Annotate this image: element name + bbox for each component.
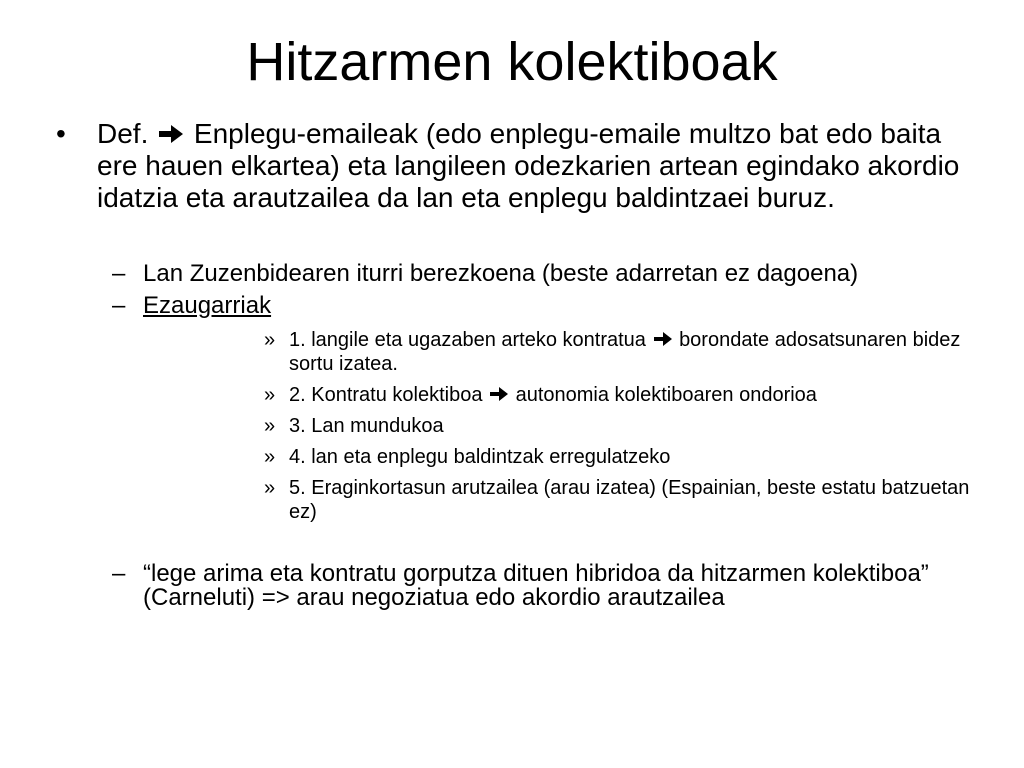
sub-item-quote bbox=[112, 562, 1002, 610]
raquo-marker: » bbox=[264, 329, 276, 351]
feature-item-2 bbox=[264, 383, 979, 407]
feature-item-3 bbox=[264, 414, 979, 438]
feature-text: 3. Lan mundukoa bbox=[289, 415, 444, 437]
slide-title: Hitzarmen kolektiboak bbox=[246, 32, 778, 92]
sub-item-text: “lege arima eta kontratu gorputza dituen hibridoa da hitzarmen kolektiboa” (Carneluti) => arau negoziatua edo akordio arautzailea bbox=[143, 560, 929, 611]
definition-text: Enplegu-emaileak (edo enplegu-emaile multzo bat edo baita ere hauen elkartea) eta langileen odezkarien artean egindako akordio idatzia eta arautzailea da lan eta enplegu baldintzaei buruz. bbox=[97, 118, 960, 213]
sub-item-text bbox=[143, 294, 1002, 318]
bullet-marker: • bbox=[56, 118, 66, 149]
dash-marker: – bbox=[112, 260, 126, 287]
feature-text-before: 2. Kontratu kolektiboa bbox=[289, 384, 483, 406]
definition-bullet-item bbox=[56, 118, 986, 214]
dash-marker: – bbox=[112, 292, 126, 319]
feature-text bbox=[289, 383, 979, 407]
dash-marker: – bbox=[112, 560, 126, 587]
raquo-marker: » bbox=[264, 415, 276, 437]
feature-text-before: 1. langile eta ugazaben arteko kontratua bbox=[289, 329, 646, 351]
definition-prefix: Def. bbox=[97, 118, 149, 149]
raquo-marker: » bbox=[264, 446, 276, 468]
feature-text: 4. lan eta enplegu baldintzak erregulatzeko bbox=[289, 446, 671, 468]
features-heading: Ezaugarriak bbox=[143, 292, 272, 319]
right-arrow-icon bbox=[488, 385, 510, 403]
sub-item-text: Lan Zuzenbidearen iturri berezkoena (beste adarretan ez dagoena) bbox=[143, 260, 859, 287]
feature-text-after: borondate adosatsunaren bidez sortu izatea. bbox=[289, 329, 961, 375]
feature-item-5 bbox=[264, 476, 979, 524]
sub-item-source bbox=[112, 262, 1002, 286]
feature-item-1 bbox=[264, 328, 979, 376]
right-arrow-icon bbox=[156, 122, 186, 146]
feature-text bbox=[289, 328, 979, 376]
sub-item-features bbox=[112, 294, 1002, 318]
raquo-marker: » bbox=[264, 477, 276, 499]
right-arrow-icon bbox=[652, 330, 674, 348]
feature-item-4 bbox=[264, 445, 979, 469]
definition-text-block bbox=[97, 118, 986, 214]
feature-text-after: autonomia kolektiboaren ondorioa bbox=[515, 384, 817, 406]
raquo-marker: » bbox=[264, 384, 276, 406]
feature-text: 5. Eraginkortasun arutzailea (arau izatea) (Espainian, beste estatu batzuetan ez) bbox=[289, 477, 970, 523]
